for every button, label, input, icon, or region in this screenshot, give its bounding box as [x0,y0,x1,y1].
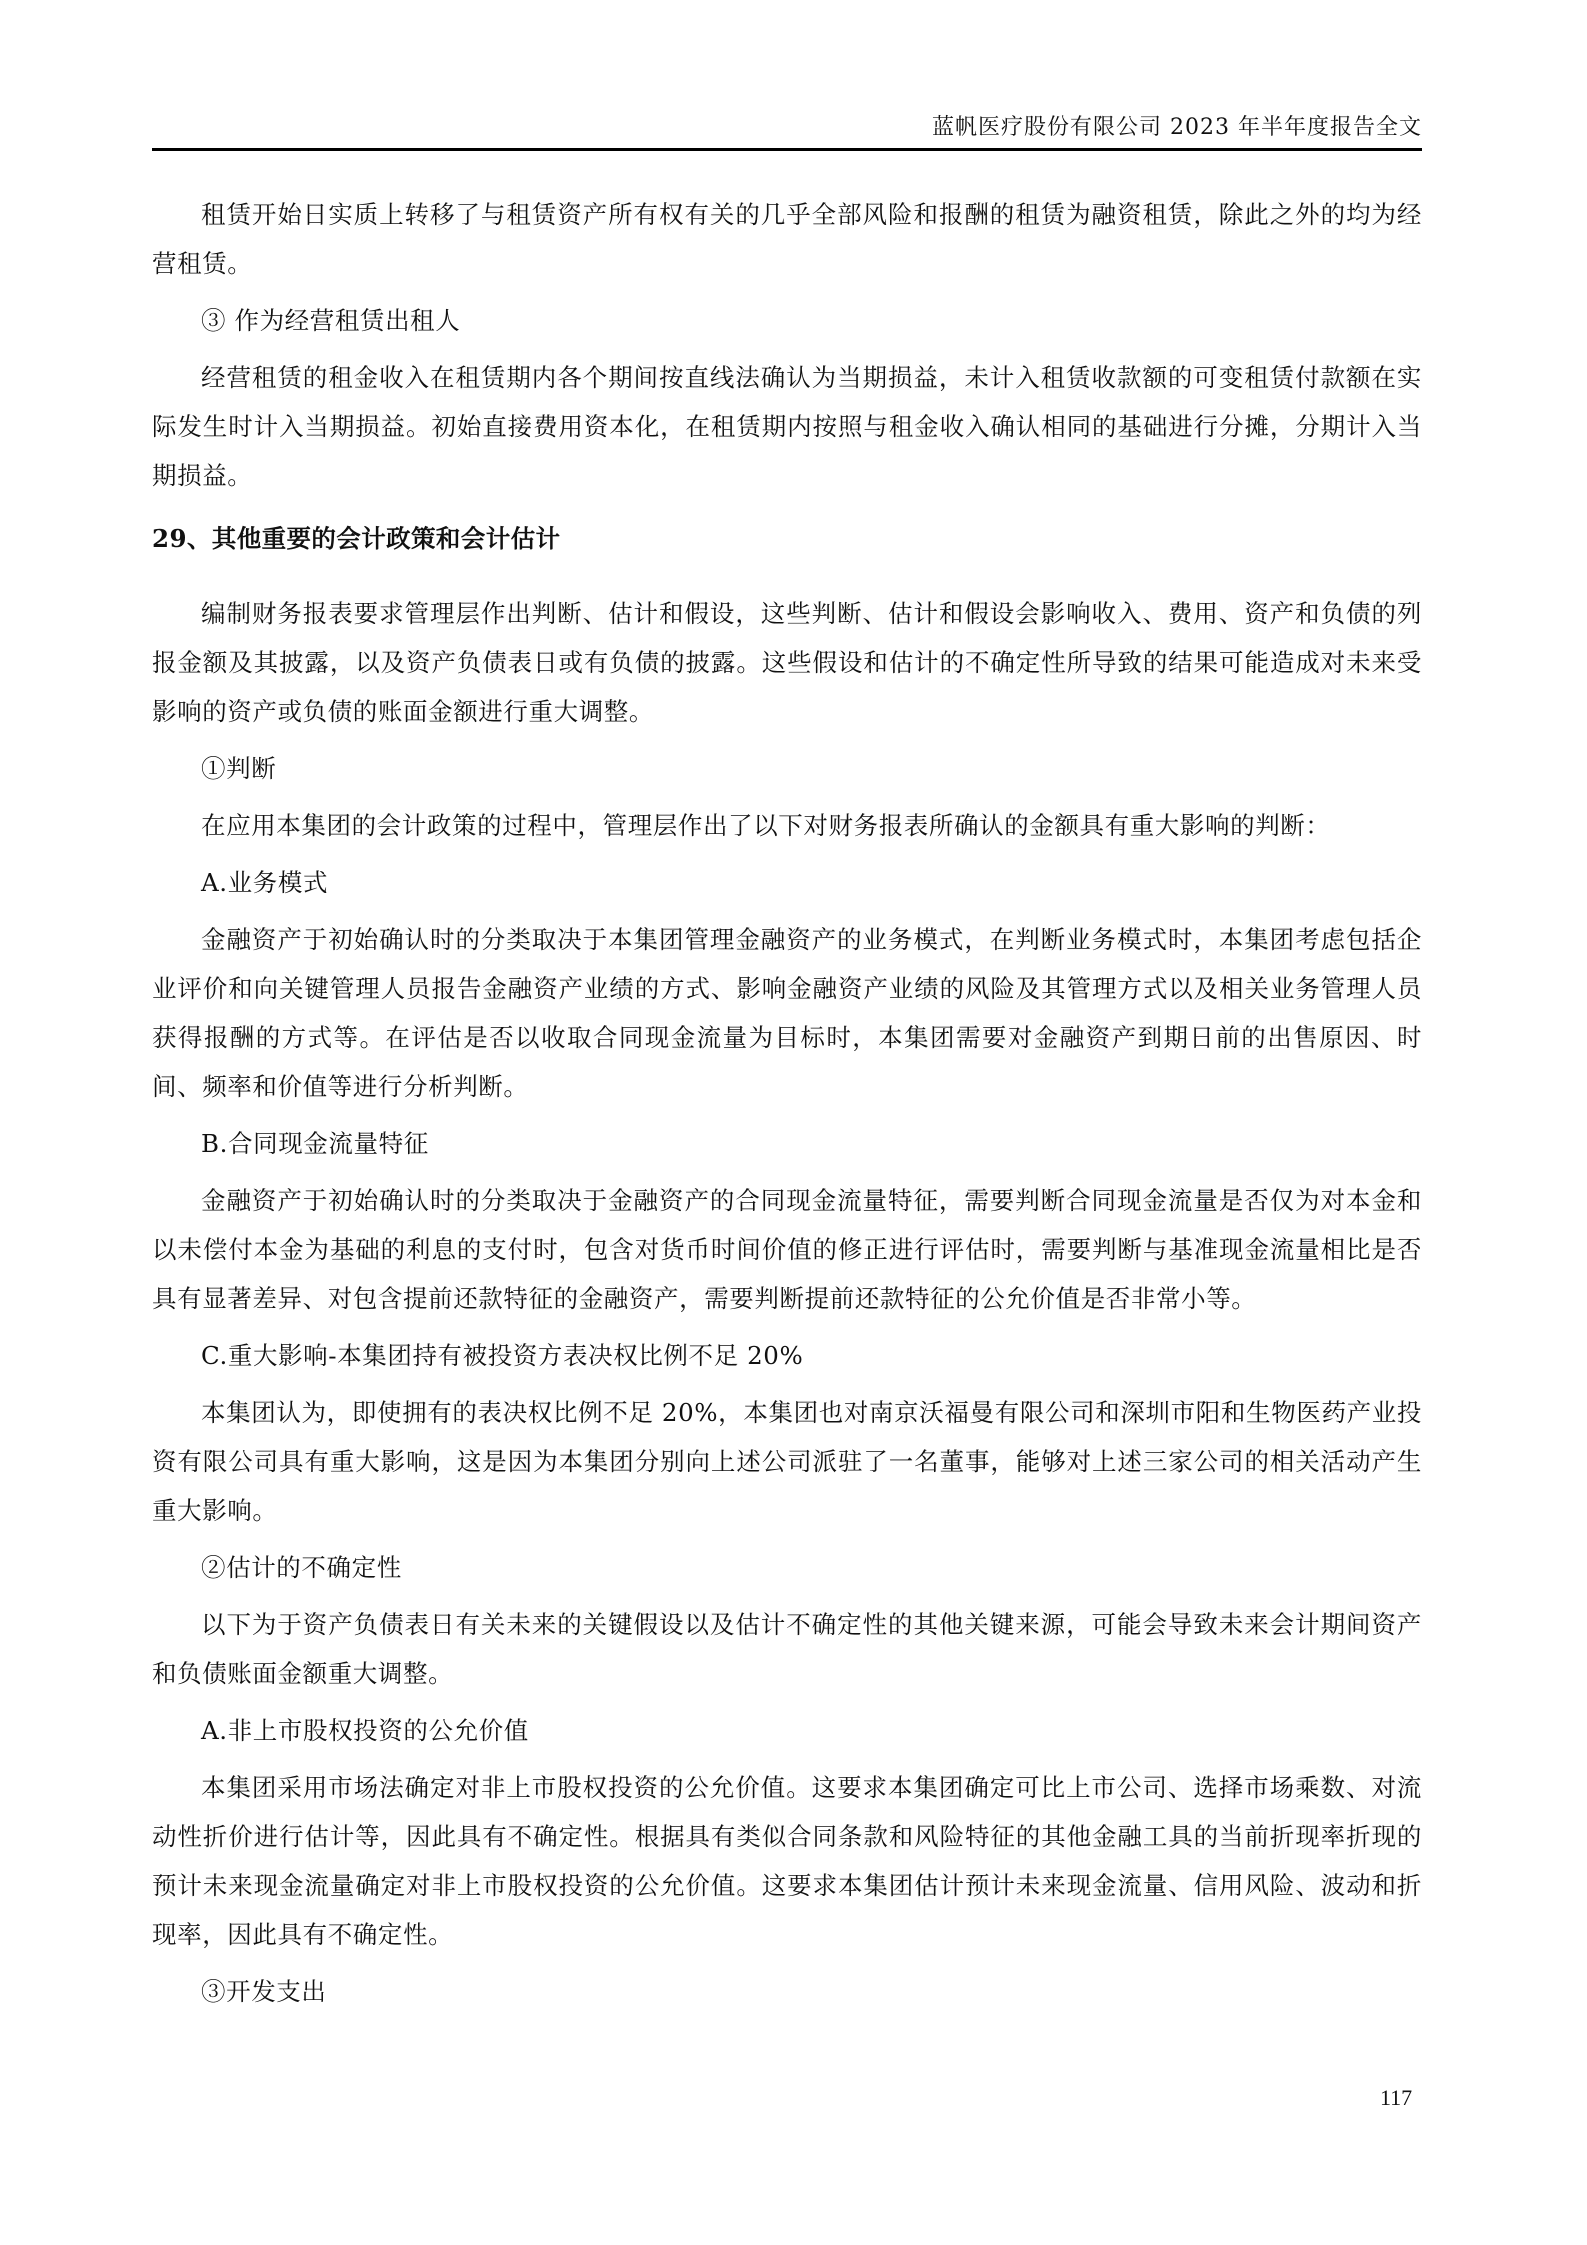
paragraph-business-model: 金融资产于初始确认时的分类取决于本集团管理金融资产的业务模式，在判断业务模式时，本集团考虑包括企业评价和向关键管理人员报告金融资产业绩的方式、影响金融资产业绩的风险及其管理方式以及相关业务管理人员获得报酬的方式等。在评估是否以收取合同现金流量为目标时，本集团需要对金融资产到期日前的出售原因、时间、频率和价值等进行分析判断。 [152,925,1422,1101]
document-body [152,190,1422,2024]
page-number: 117 [1380,2085,1413,2110]
paragraph-estimates-intro: 编制财务报表要求管理层作出判断、估计和假设，这些判断、估计和假设会影响收入、费用、资产和负债的列报金额及其披露，以及资产负债表日或有负债的披露。这些假设和估计的不确定性所导致的结果可能造成对未来受影响的资产或负债的账面金额进行重大调整。 [152,599,1422,726]
paragraph-estimate-uncertainty: 以下为于资产负债表日有关未来的关键假设以及估计不确定性的其他关键来源，可能会导致未来会计期间资产和负债账面金额重大调整。 [152,1610,1422,1688]
paragraph-judgment-intro: 在应用本集团的会计政策的过程中，管理层作出了以下对财务报表所确认的金额具有重大影响的判断： [201,811,1331,840]
subheading-unlisted-equity: A.非上市股权投资的公允价值 [201,1716,529,1745]
paragraph-unlisted-equity: 本集团采用市场法确定对非上市股权投资的公允价值。这要求本集团确定可比上市公司、选择市场乘数、对流动性折价进行估计等，因此具有不确定性。根据具有类似合同条款和风险特征的其他金融工具的当前折现率折现的预计未来现金流量确定对非上市股权投资的公允价值。这要求本集团估计预计未来现金流量、信用风险、波动和折现率，因此具有不确定性。 [152,1773,1422,1949]
paragraph-finance-lease-definition: 租赁开始日实质上转移了与租赁资产所有权有关的几乎全部风险和报酬的租赁为融资租赁，除此之外的均为经营租赁。 [152,200,1422,278]
subheading-significant-influence: C.重大影响-本集团持有被投资方表决权比例不足 20% [201,1341,804,1370]
subheading-contract-cash-flow: B.合同现金流量特征 [201,1129,429,1158]
subheading-estimate-uncertainty: ②估计的不确定性 [201,1553,402,1582]
paragraph-contract-cash-flow: 金融资产于初始确认时的分类取决于金融资产的合同现金流量特征，需要判断合同现金流量是否仅为对本金和以未偿付本金为基础的利息的支付时，包含对货币时间价值的修正进行评估时，需要判断与基准现金流量相比是否具有显著差异、对包含提前还款特征的金融资产，需要判断提前还款特征的公允价值是否非常小等。 [152,1186,1422,1313]
subheading-operating-lease-lessor: ③ 作为经营租赁出租人 [201,306,461,335]
paragraph-operating-lease-income: 经营租赁的租金收入在租赁期内各个期间按直线法确认为当期损益，未计入租赁收款额的可变租赁付款额在实际发生时计入当期损益。初始直接费用资本化，在租赁期内按照与租金收入确认相同的基础进行分摊，分期计入当期损益。 [152,363,1422,490]
paragraph-significant-influence: 本集团认为，即使拥有的表决权比例不足 20%，本集团也对南京沃福曼有限公司和深圳市阳和生物医药产业投资有限公司具有重大影响，这是因为本集团分别向上述公司派驻了一名董事，能够对上述三家公司的相关活动产生重大影响。 [152,1398,1422,1525]
section-title: 29、其他重要的会计政策和会计估计 [152,524,561,553]
report-title: 蓝帆医疗股份有限公司 2023 年半年度报告全文 [932,115,1422,140]
page-header [152,108,1422,151]
subheading-judgment: ①判断 [201,754,277,783]
subheading-development-expenditure: ③开发支出 [201,1977,327,2006]
subheading-business-model: A.业务模式 [201,868,329,897]
